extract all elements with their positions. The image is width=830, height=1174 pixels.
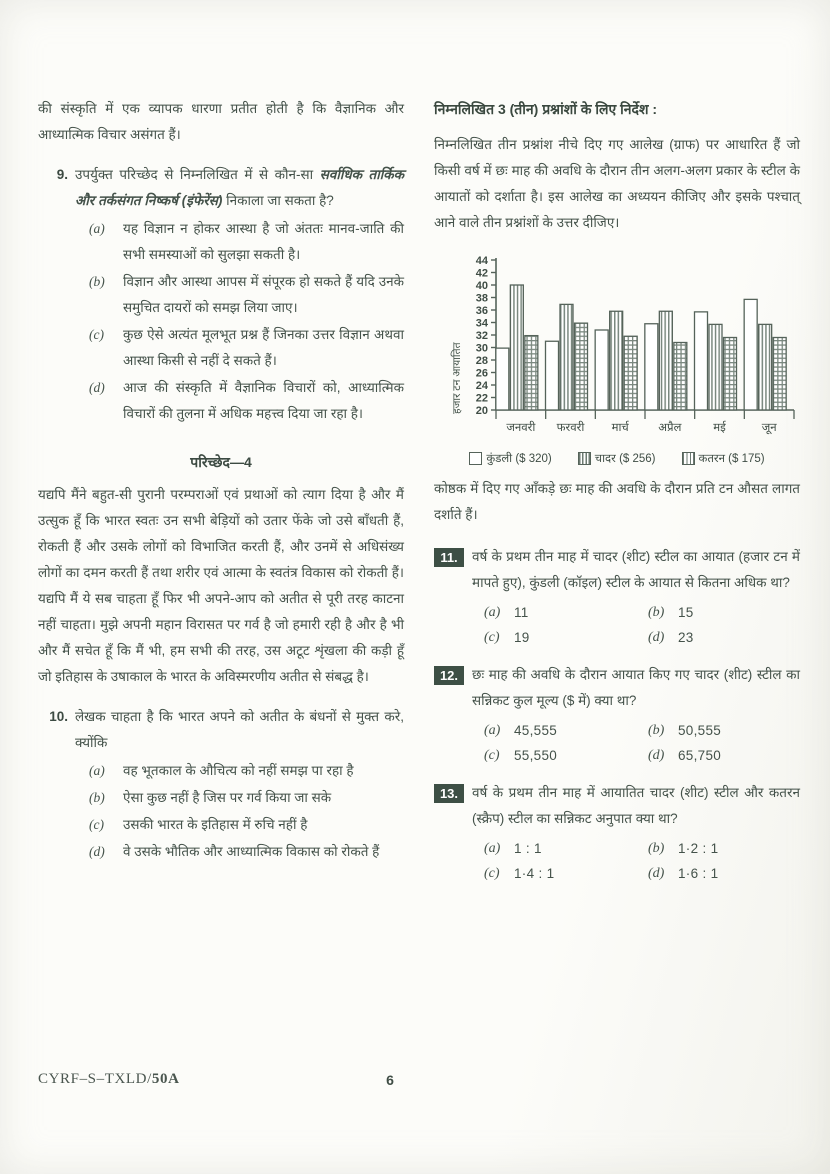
option-b-text: 15 [678,605,694,620]
question-11-options [472,605,800,646]
question-11 [434,544,800,646]
svg-text:32: 32 [475,330,488,342]
option-b[interactable] [636,723,800,739]
svg-text:जून: जून [761,422,777,434]
q9-stem-part1: उपर्युक्त परिच्छेद से निम्नलिखित में से कौन-सा [75,167,320,182]
svg-text:30: 30 [475,342,488,355]
option-d[interactable] [636,630,800,646]
svg-text:42: 42 [475,267,488,280]
right-column [434,96,800,882]
option-c-text: 1·4 : 1 [514,866,555,881]
question-12-body [472,662,800,764]
option-c-label: (c) [89,327,104,342]
option-c[interactable] [75,322,404,374]
question-9 [38,162,404,427]
option-b-text: 50,555 [678,723,722,738]
option-a-label: (a) [89,763,105,778]
question-12-stem: छः माह की अवधि के दौरान आयात किए गए चादर (शीट) स्टील का सन्निकट कुल मूल्य ($ में) क्या था? [472,667,800,708]
chart-svg [434,252,800,447]
option-d-label: (d) [648,866,665,881]
option-b[interactable] [75,269,404,321]
option-c-label: (c) [484,630,500,645]
option-b[interactable] [636,605,800,621]
question-10-body [75,704,404,865]
legend-swatch-grid-icon [682,452,695,465]
option-d[interactable] [75,375,404,427]
option-b-text: विज्ञान और आस्था आपस में संपूरक हो सकते हैं यदि उनके समुचित दायरों को समझ लिया जाए। [123,274,404,315]
directions-heading: निम्नलिखित 3 (तीन) प्रश्नांशों के लिए निर्देश : [434,101,658,117]
legend-swatch-vertical-icon [578,452,591,465]
option-d-text: 23 [678,630,694,645]
option-d-text: 1·6 : 1 [678,866,719,881]
option-d[interactable] [636,866,800,882]
steel-imports-bar-chart [434,252,800,447]
option-a[interactable] [75,216,404,268]
chart-legend [434,451,800,466]
question-10 [38,704,404,865]
option-a-label: (a) [484,723,501,738]
question-11-stem: वर्ष के प्रथम तीन माह में चादर (शीट) स्टील का आयात (हजार टन में मापते हुए), कुंडली (कॉइल) स्टील के आयात से कितना अधिक था? [472,549,800,590]
question-13-options [472,841,800,882]
legend-item-scrap [682,451,765,466]
svg-text:44: 44 [475,255,488,267]
option-a-text: 11 [514,605,529,620]
svg-text:20: 20 [475,405,488,417]
passage-4-heading: परिच्छेद—4 [190,454,252,470]
option-b[interactable] [636,841,800,857]
option-row-1 [472,605,800,621]
question-10-stem: लेखक चाहता है कि भारत अपने को अतीत के बंधनों से मुक्त करे, क्योंकि [75,709,404,750]
svg-text:26: 26 [475,367,488,380]
question-12-number: 12. [434,666,464,685]
option-d-text: वे उसके भौतिक और आध्यात्मिक विकास को रोकते हैं [123,844,380,859]
left-column [38,96,404,882]
option-row-1 [472,723,800,739]
option-row-2 [472,866,800,882]
option-a-text: 45,555 [514,723,558,738]
option-a[interactable] [472,841,636,857]
option-d-label: (d) [648,748,665,763]
option-b-label: (b) [89,274,105,289]
svg-text:34: 34 [475,317,488,330]
option-d[interactable] [75,839,404,865]
option-a-label: (a) [484,841,501,856]
option-c[interactable] [472,866,636,882]
question-13 [434,780,800,882]
option-c-label: (c) [89,817,104,832]
svg-text:फरवरी: फरवरी [556,422,585,434]
legend-label-scrap: कतरन ($ 175) [698,453,765,465]
option-b-label: (b) [648,841,665,856]
paper-code-suffix: 50A [151,1071,180,1087]
question-9-number: 9. [56,167,68,182]
question-9-options [75,216,404,427]
question-11-number: 11. [434,548,464,567]
legend-swatch-plain-icon [469,452,482,465]
svg-text:38: 38 [475,292,488,305]
legend-item-sheet [578,451,656,466]
svg-text:अप्रैल: अप्रैल [658,422,682,434]
option-b-text: ऐसा कुछ नहीं है जिस पर गर्व किया जा सके [123,790,332,805]
option-d-label: (d) [89,380,105,395]
option-c-text: कुछ ऐसे अत्यंत मूलभूत प्रश्न हैं जिनका उत्तर विज्ञान अथवा आस्था किसी से नहीं दे सकते हैं। [123,327,404,368]
option-a[interactable] [472,723,636,739]
question-13-stem: वर्ष के प्रथम तीन माह में आयातित चादर (शीट) स्टील और कतरन (स्क्रैप) स्टील का सन्निकट अनुपात क्या था? [472,785,800,826]
option-c[interactable] [75,812,404,838]
question-11-body [472,544,800,646]
option-row-2 [472,630,800,646]
option-b-text: 1·2 : 1 [678,841,719,856]
option-d-text: 65,750 [678,748,722,763]
option-b-label: (b) [648,723,665,738]
question-9-body [75,162,404,427]
option-c-text: 19 [514,630,530,645]
svg-text:40: 40 [475,280,488,292]
passage-4-text: यद्यपि मैंने बहुत-सी पुरानी परम्पराओं एवं प्रथाओं को त्याग दिया है और मैं उत्सुक हूँ कि भारत स्वतः उन सभी बेड़ियों को उतार फेंके जो उसे बाँधती हैं, रोकती हैं और उसके लोगों को विभाजित करती हैं, और उनमें से अधिसंख्य लोगों का दमन करती हैं तथा शरीर एवं आत्मा के स्वतंत्र विकास को रोकती हैं। यद्यपि मैं ये सब चाहता हूँ फिर भी अपने-आप को अतीत से पूरी तरह काटना नहीं चाहता। मुझे अपनी महान विरासत पर गर्व है जो हमारी रही है और है भी और मैं सचेत हूँ कि मैं भी, हम सभी की तरह, उस अटूट शृंखला की कड़ी हूँ जो इतिहास के उषाकाल के भारत के अविस्मरणीय अतीत से संबद्ध है। [38,487,404,684]
option-c[interactable] [472,748,636,764]
option-a-text: वह भूतकाल के औचित्य को नहीं समझ पा रहा है [123,763,354,778]
legend-label-sheet: चादर ($ 256) [594,453,656,465]
option-a-text: यह विज्ञान न होकर आस्था है जो अंततः मानव-जाति की सभी समस्याओं को सुलझा सकती है। [123,221,404,262]
option-d-text: आज की संस्कृति में वैज्ञानिक विचारों को, आध्यात्मिक विचारों की तुलना में अधिक महत्त्व दिया जा रहा है। [123,380,404,421]
directions-body: निम्नलिखित तीन प्रश्नांश नीचे दिए गए आलेख (ग्राफ) पर आधारित हैं जो किसी वर्ष में छः माह की अवधि के दौरान तीन अलग-अलग प्रकार के स्टील के आयातों को दर्शाता है। इस आलेख का अध्ययन कीजिए और इसके पश्चात् आने वाले तीन प्रश्नांशों के उत्तर दीजिए। [434,137,800,230]
svg-text:36: 36 [475,305,488,317]
question-12-options [472,723,800,764]
option-c-text: 55,550 [514,748,558,763]
page-number: 6 [386,1071,394,1088]
option-row-1 [472,841,800,857]
option-a-label: (a) [484,605,501,620]
q9-stem-italic: सर्वाधिक तार्किक और तर्कसंगत निष्कर्ष (इंफेरेंस) [75,167,404,208]
legend-item-coil [469,451,551,466]
option-d[interactable] [636,748,800,764]
option-d-label: (d) [648,630,665,645]
paper-code-prefix: CYRF–S–TXLD/ [38,1071,152,1087]
chart-note: कोष्ठक में दिए गए आँकड़े छः माह की अवधि के दौरान प्रति टन औसत लागत दर्शाते हैं। [434,481,800,522]
svg-text:जनवरी: जनवरी [506,422,536,434]
option-c-text: उसकी भारत के इतिहास में रुचि नहीं है [123,817,308,832]
question-10-options [75,758,404,865]
svg-text:22: 22 [475,392,488,405]
option-a-label: (a) [89,221,105,236]
option-b[interactable] [75,785,404,811]
option-c-label: (c) [484,748,500,763]
passage-continuation: की संस्कृति में एक व्यापक धारणा प्रतीत होती है कि वैज्ञानिक और आध्यात्मिक विचार असंगत हैं। [38,101,404,142]
option-b-label: (b) [89,790,105,805]
svg-text:28: 28 [475,355,488,367]
option-c-label: (c) [484,866,500,881]
q9-stem-part2: निकाला जा सकता है? [222,193,334,208]
two-column-layout [38,96,800,882]
option-row-2 [472,748,800,764]
page-footer [38,1071,792,1088]
question-13-number: 13. [434,784,464,803]
question-10-number: 10. [49,709,68,724]
question-13-body [472,780,800,882]
chart-y-axis-label: हजार टन आयातित [451,342,463,414]
option-a[interactable] [472,605,636,621]
svg-text:मार्च: मार्च [611,422,629,434]
legend-label-coil: कुंडली ($ 320) [486,453,552,465]
question-9-stem [75,162,404,214]
option-a[interactable] [75,758,404,784]
option-d-label: (d) [89,844,105,859]
question-12 [434,662,800,764]
option-c[interactable] [472,630,636,646]
option-a-text: 1 : 1 [514,841,542,856]
svg-text:24: 24 [475,380,488,392]
option-b-label: (b) [648,605,665,620]
svg-text:मई: मई [713,422,726,434]
